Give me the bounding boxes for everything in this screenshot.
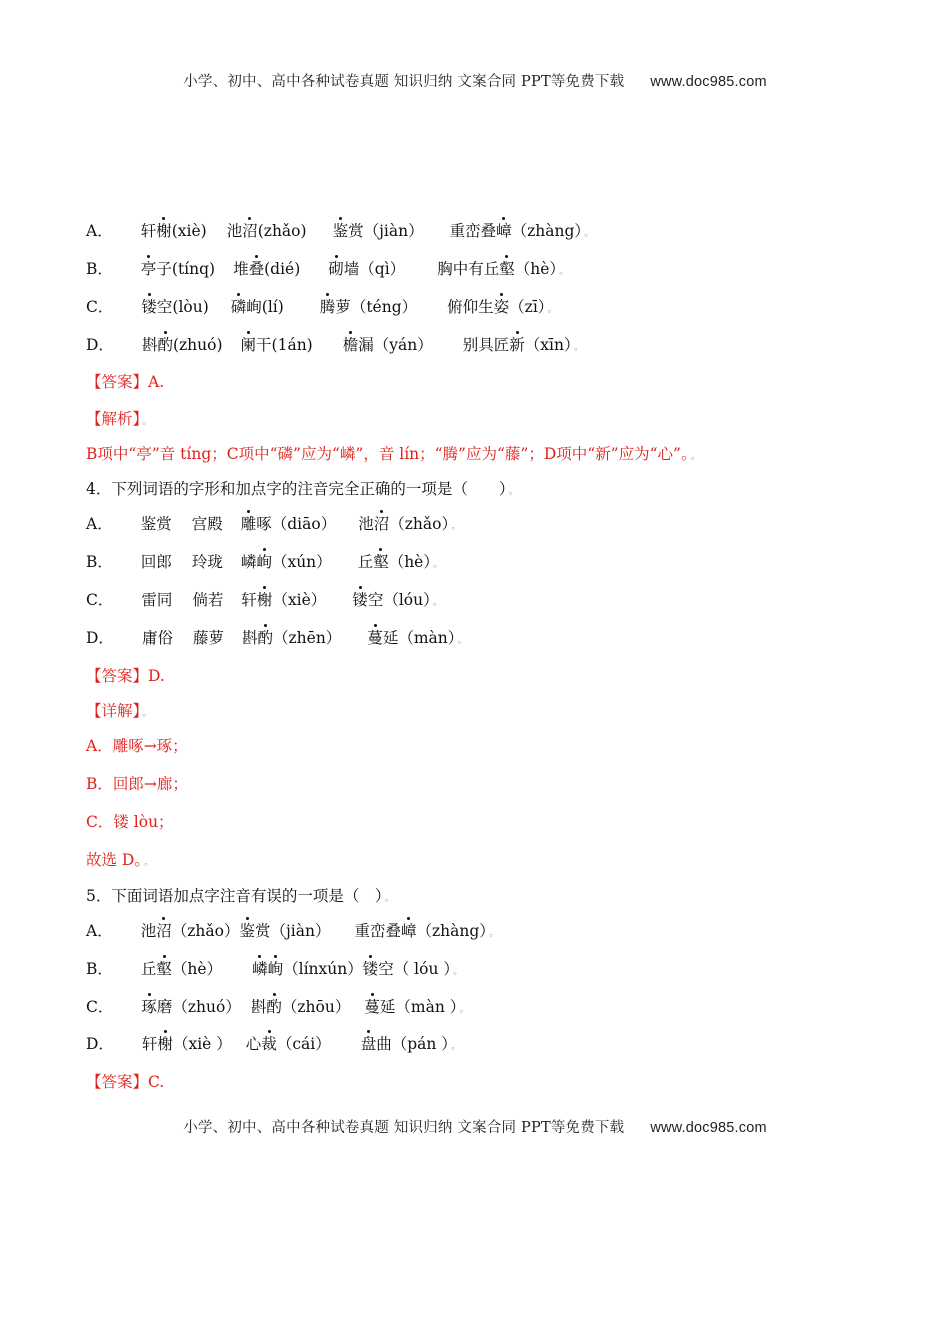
paragraph-mark: 。	[559, 266, 570, 277]
emphasis-char: 叠	[248, 260, 265, 278]
text-run: 回郎	[140, 553, 172, 571]
text-line	[86, 297, 558, 320]
text-line	[86, 850, 154, 873]
text-run: （zhǎo）	[389, 515, 450, 533]
text-line	[86, 997, 469, 1020]
text-run: （xún）	[271, 553, 332, 571]
text-run: （zī）	[509, 298, 546, 316]
text-run: 啄（diāo）	[256, 515, 337, 533]
footer-text: 小学、初中、高中各种试卷真题 知识归纳 文案合同 PPT等免费下载	[183, 1120, 625, 1136]
paragraph-mark: 。	[573, 342, 584, 353]
text-run: C．	[86, 298, 114, 316]
text-run: 延（màn ）	[379, 998, 458, 1016]
emphasis-char: 沼	[156, 922, 172, 940]
text-run: A．雕啄→琢；	[86, 737, 188, 755]
emphasis-char: 沼	[373, 515, 390, 533]
paragraph-mark: 。	[144, 857, 155, 868]
text-run: (zhǎo)	[257, 222, 307, 240]
text-run: 斟	[141, 336, 158, 354]
emphasis-char: 榭	[256, 591, 273, 609]
page-header	[0, 70, 950, 91]
text-run: 空(lòu)	[156, 298, 209, 316]
paragraph-mark: 。	[451, 521, 462, 532]
text-run: 墙（qì）	[343, 260, 406, 278]
text-line	[86, 1034, 461, 1057]
text-run: B．回郎→廊；	[86, 775, 188, 793]
text-run: 曲（pán ）	[376, 1035, 450, 1053]
text-run: （hè）	[388, 553, 432, 571]
text-run: (zhuó)	[172, 336, 223, 354]
emphasis-char: 酌	[157, 336, 173, 354]
text-run: 故选 D。	[86, 851, 143, 869]
emphasis-char: 琢	[141, 998, 157, 1016]
emphasis-char: 鉴	[332, 222, 349, 240]
paragraph-mark: 。	[142, 708, 153, 719]
text-run: 重峦叠	[354, 922, 401, 940]
text-run: （xiè）	[272, 591, 327, 609]
emphasis-char: 镂	[362, 960, 379, 978]
text-run: 峋(lí)	[246, 298, 284, 316]
paragraph-mark: 。	[690, 451, 701, 462]
paragraph-mark: 。	[584, 228, 595, 239]
text-run: 丘	[140, 960, 157, 978]
paragraph-mark: 。	[142, 416, 153, 427]
text-run: 胸中有丘	[437, 260, 500, 278]
text-run: 庸俗	[141, 629, 173, 647]
text-run: B．	[86, 260, 113, 278]
text-run: （hè）	[514, 260, 558, 278]
text-line	[86, 479, 519, 502]
text-run: 嶙	[240, 553, 257, 571]
text-run: （zhǎo）	[171, 922, 240, 940]
answer-tag: 【答案】C.	[86, 1073, 165, 1091]
emphasis-char: 嶂	[401, 922, 417, 940]
emphasis-char: 蔓	[367, 629, 383, 647]
text-run: 赏（jiàn）	[348, 222, 424, 240]
emphasis-char: 榭	[156, 222, 172, 240]
paragraph-mark: 。	[451, 1041, 462, 1052]
text-line	[86, 444, 701, 467]
answer-tag: 【解析】	[86, 410, 141, 428]
emphasis-char: 雕	[240, 515, 257, 533]
text-run: C．	[86, 591, 114, 609]
text-line	[86, 514, 461, 537]
text-run: 鉴赏	[140, 515, 172, 533]
emphasis-char: 蔓	[364, 998, 380, 1016]
text-line	[86, 409, 152, 432]
text-run: 延（màn）	[382, 629, 456, 647]
paragraph-mark: 。	[547, 304, 558, 315]
paragraph-mark: 。	[433, 559, 444, 570]
text-run: 空（lóu）	[367, 591, 431, 609]
text-run: （xīn）	[524, 336, 572, 354]
text-line	[86, 736, 188, 756]
emphasis-char: 姿	[493, 298, 510, 316]
text-line	[86, 628, 468, 651]
text-run: （zhàng）	[416, 922, 488, 940]
emphasis-char: 沼	[242, 222, 258, 240]
emphasis-char: 嶂	[496, 222, 512, 240]
paragraph-mark: 。	[384, 893, 395, 904]
emphasis-char: 酌	[266, 998, 282, 1016]
answer-tag: 【答案】A.	[86, 373, 165, 391]
text-line	[86, 335, 584, 358]
emphasis-char: 壑	[373, 553, 389, 571]
header-url[interactable]: www.doc985.com	[650, 74, 767, 90]
emphasis-char: 峋	[267, 960, 284, 978]
text-line	[86, 552, 443, 575]
text-run: 磨（zhuó）	[156, 998, 241, 1016]
paragraph-mark: 。	[459, 1004, 470, 1015]
paragraph-mark: 。	[453, 966, 464, 977]
text-run: A．	[86, 515, 113, 533]
text-run: C．镂 lòu；	[86, 813, 174, 831]
text-run: 重峦叠	[449, 222, 497, 240]
emphasis-char: 裁	[261, 1035, 277, 1053]
text-run: D．	[86, 629, 114, 647]
text-run: 漏（yán）	[358, 336, 433, 354]
text-run: （zhàng）	[511, 222, 583, 240]
emphasis-char: 砌	[328, 260, 344, 278]
text-run: 4．下列词语的字形和加点字的注音完全正确的一项是（ ）	[86, 480, 507, 498]
paragraph-mark: 。	[508, 486, 519, 497]
page-footer	[0, 1116, 950, 1137]
emphasis-char: 新	[509, 336, 525, 354]
paragraph-mark: 。	[457, 635, 468, 646]
text-line	[86, 812, 174, 832]
emphasis-char: 鉴	[239, 922, 255, 940]
answer-tag: 【答案】D.	[86, 667, 165, 685]
emphasis-char: 亭	[140, 260, 157, 278]
emphasis-char: 壑	[499, 260, 515, 278]
text-run: B．	[86, 960, 113, 978]
emphasis-char: 磷	[230, 298, 247, 316]
text-run: 玲珑	[191, 553, 223, 571]
text-line	[86, 886, 395, 909]
text-line	[86, 774, 188, 794]
text-run: A．	[86, 222, 113, 240]
text-run: D．	[86, 336, 114, 354]
emphasis-char: 榭	[157, 1035, 173, 1053]
text-run: 宫殿	[191, 515, 223, 533]
text-run: 空（ lóu ）	[378, 960, 452, 978]
footer-url[interactable]: www.doc985.com	[650, 1120, 767, 1136]
answer-tag: 【详解】	[86, 702, 141, 720]
text-run: 心	[245, 1035, 262, 1053]
text-run: 斟	[250, 998, 267, 1016]
text-line	[86, 221, 594, 244]
text-run: 轩	[241, 591, 257, 609]
text-run: (dié)	[264, 260, 301, 278]
text-run: 藤萝	[192, 629, 224, 647]
emphasis-char: 盘	[360, 1035, 377, 1053]
text-run: （hè）	[171, 960, 223, 978]
emphasis-char: 檐	[342, 336, 359, 354]
text-run: B项中“亭”音 tíng；C项中“磷”应为“嶙”，音 lín；“腾”应为“藤”；D项中“新”应为“心”。	[86, 445, 689, 463]
text-line	[86, 921, 499, 944]
text-run: 俯仰生	[447, 298, 494, 316]
text-run: （xiè ）	[172, 1035, 232, 1053]
text-line	[86, 666, 165, 686]
text-run: B．	[86, 553, 113, 571]
text-run: 轩	[140, 222, 157, 240]
text-line	[86, 259, 569, 282]
text-run: 斟	[241, 629, 258, 647]
text-run: A．	[86, 922, 113, 940]
paragraph-mark: 。	[489, 928, 500, 939]
emphasis-char: 酌	[257, 629, 273, 647]
text-run: 子(tínq)	[156, 260, 216, 278]
emphasis-char: 镂	[352, 591, 368, 609]
text-run: （zhēn）	[273, 629, 342, 647]
text-run: 干(1án)	[256, 336, 313, 354]
text-run: 轩	[141, 1035, 158, 1053]
text-run: 池	[358, 515, 374, 533]
text-run: 别具匠	[462, 336, 510, 354]
text-run: （línxún）	[283, 960, 363, 978]
text-run: 堆	[233, 260, 249, 278]
text-run: C．	[86, 998, 114, 1016]
text-line	[86, 590, 443, 613]
emphasis-char: 阑	[240, 336, 257, 354]
text-run: (xiè)	[171, 222, 207, 240]
text-line	[86, 701, 152, 724]
header-text: 小学、初中、高中各种试卷真题 知识归纳 文案合同 PPT等免费下载	[183, 74, 625, 90]
paragraph-mark: 。	[432, 597, 443, 608]
emphasis-char: 嶙	[252, 960, 268, 978]
text-run: 萝（téng）	[335, 298, 418, 316]
emphasis-char: 壑	[156, 960, 172, 978]
text-run: D．	[86, 1035, 114, 1053]
text-run: 丘	[357, 553, 374, 571]
text-line	[86, 1072, 164, 1092]
text-run: （cái）	[276, 1035, 331, 1053]
text-run: 倘若	[192, 591, 224, 609]
text-run: （zhōu）	[281, 998, 351, 1016]
text-run: 池	[226, 222, 243, 240]
text-line	[86, 372, 164, 392]
text-line	[86, 959, 463, 982]
text-run: 池	[140, 922, 157, 940]
text-run: 5．下面词语加点字注音有误的一项是（ ）	[86, 887, 383, 905]
emphasis-char: 峋	[256, 553, 272, 571]
text-run: 雷同	[141, 591, 173, 609]
emphasis-char: 腾	[319, 298, 336, 316]
emphasis-char: 镂	[141, 298, 157, 316]
text-run: 赏（jiàn）	[254, 922, 331, 940]
